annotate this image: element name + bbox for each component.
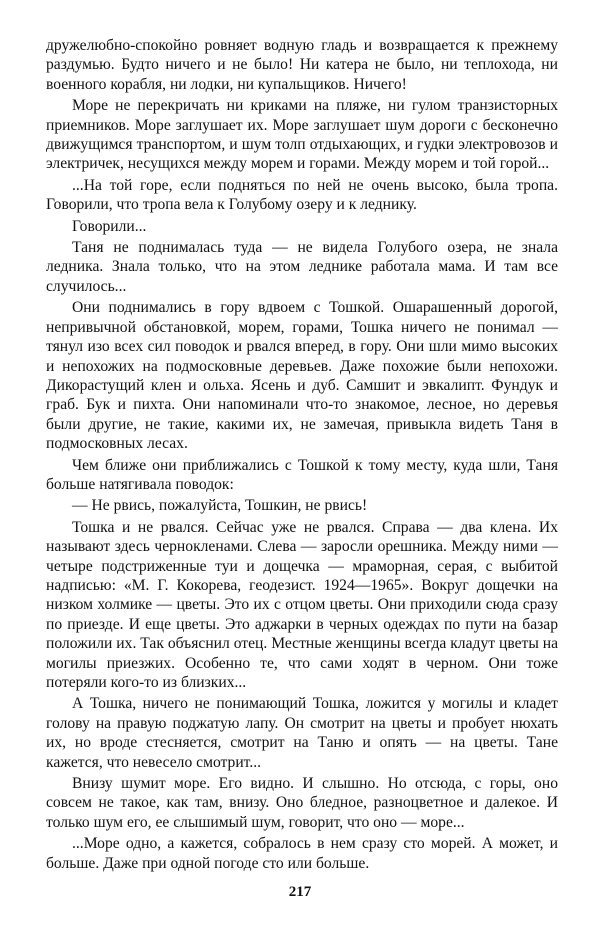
paragraph-5: Таня не поднималась туда — не видела Голубого озера, не знала ледника. Знала только, что на этом леднике работала мама. И там все случилось... [46,239,558,295]
paragraph-6: Они поднимались в гору вдвоем с Тошкой. Ошарашенный дорогой, непривычной обстановкой, морем, горами, Тошка ничего не понимал — тянул изо всех сил поводок и рвался вперед, в гору. Они шли мимо высоких и непохожих на подмосковные деревьев. Даже похожие были непохожи. Дикорастущий клен и ольха. Ясень и дуб. Самшит и эвкалипт. Фундук и граб. Бук и пихта. Они напоминали что-то знакомое, лесное, но деревья были другие, не такие, какими их, не замечая, привыкла видеть Таня в подмосковных лесах. [46,299,558,453]
paragraph-12: ...Море одно, а кажется, собралось в нем сразу сто морей. А может, и больше. Даже при одной погоде сто или больше. [46,835,558,872]
paragraph-11: Внизу шумит море. Его видно. И слышно. Но отсюда, с горы, оно совсем не такое, как там, внизу. Оно бледное, разноцветное и далекое. И только шум его, ее слышимый шум, говорит, что оно — море... [46,775,558,831]
page-body [46,36,558,875]
page-number: 217 [288,884,312,900]
paragraph-2: Море не перекричать ни криками на пляже, ни гулом транзисторных приемников. Море заглушает их. Море заглушает шум дороги с бесконечно движущимся транспортом, и шум толп отдыхающих, и гудки электровозов и электричек, несущихся между морем и горами. Между морем и той горой... [46,97,558,173]
paragraph-8: — Не рвись, пожалуйста, Тошкин, не рвись! [72,497,368,515]
paragraph-1: дружелюбно-спокойно ровняет водную гладь и возвращается к прежнему раздумью. Будто ничего и не было! Ни катера не было, ни теплохода, ни военного корабля, ни лодки, ни купальщиков. Ничего! [46,37,558,93]
paragraph-3: ...На той горе, если подняться по ней не очень высоко, была тропа. Говорили, что тропа вела к Голубому озеру и к леднику. [46,176,558,214]
paragraph-4: Говорили... [72,217,147,235]
paragraph-10: А Тошка, ничего не понимающий Тошка, ложится у могилы и кладет голову на правую поджатую лапу. Он смотрит на цветы и пробует нюхать их, но вроде стесняется, смотрит на Таню и опять — на цветы. Тане кажется, что невесело смотрит... [46,695,558,771]
paragraph-7: Чем ближе они приближались с Тошкой к тому месту, куда шли, Таня больше натягивала поводок: [46,456,558,493]
paragraph-9: Тошка и не рвался. Сейчас уже не рвался. Справа — два клена. Их называют здесь чернокленами. Слева — заросли орешника. Между ними — четыре подстриженные туи и дощечка — мраморная, серая, с выбитой надписью: «М. Г. Кокорева, геодезист. 1924—1965». Вокруг дощечки на низком холмике — цветы. Это их с отцом цветы. Они приходили сюда сразу по приезде. И еще цветы. Это аджарки в черных одеждах по пути на базар положили их. Так объяснил отец. Местные женщины всегда кладут цветы на могилы приезжих. Особенно те, что сами ходят в черном. Они тоже потеряли кого-то из близких... [46,518,558,691]
